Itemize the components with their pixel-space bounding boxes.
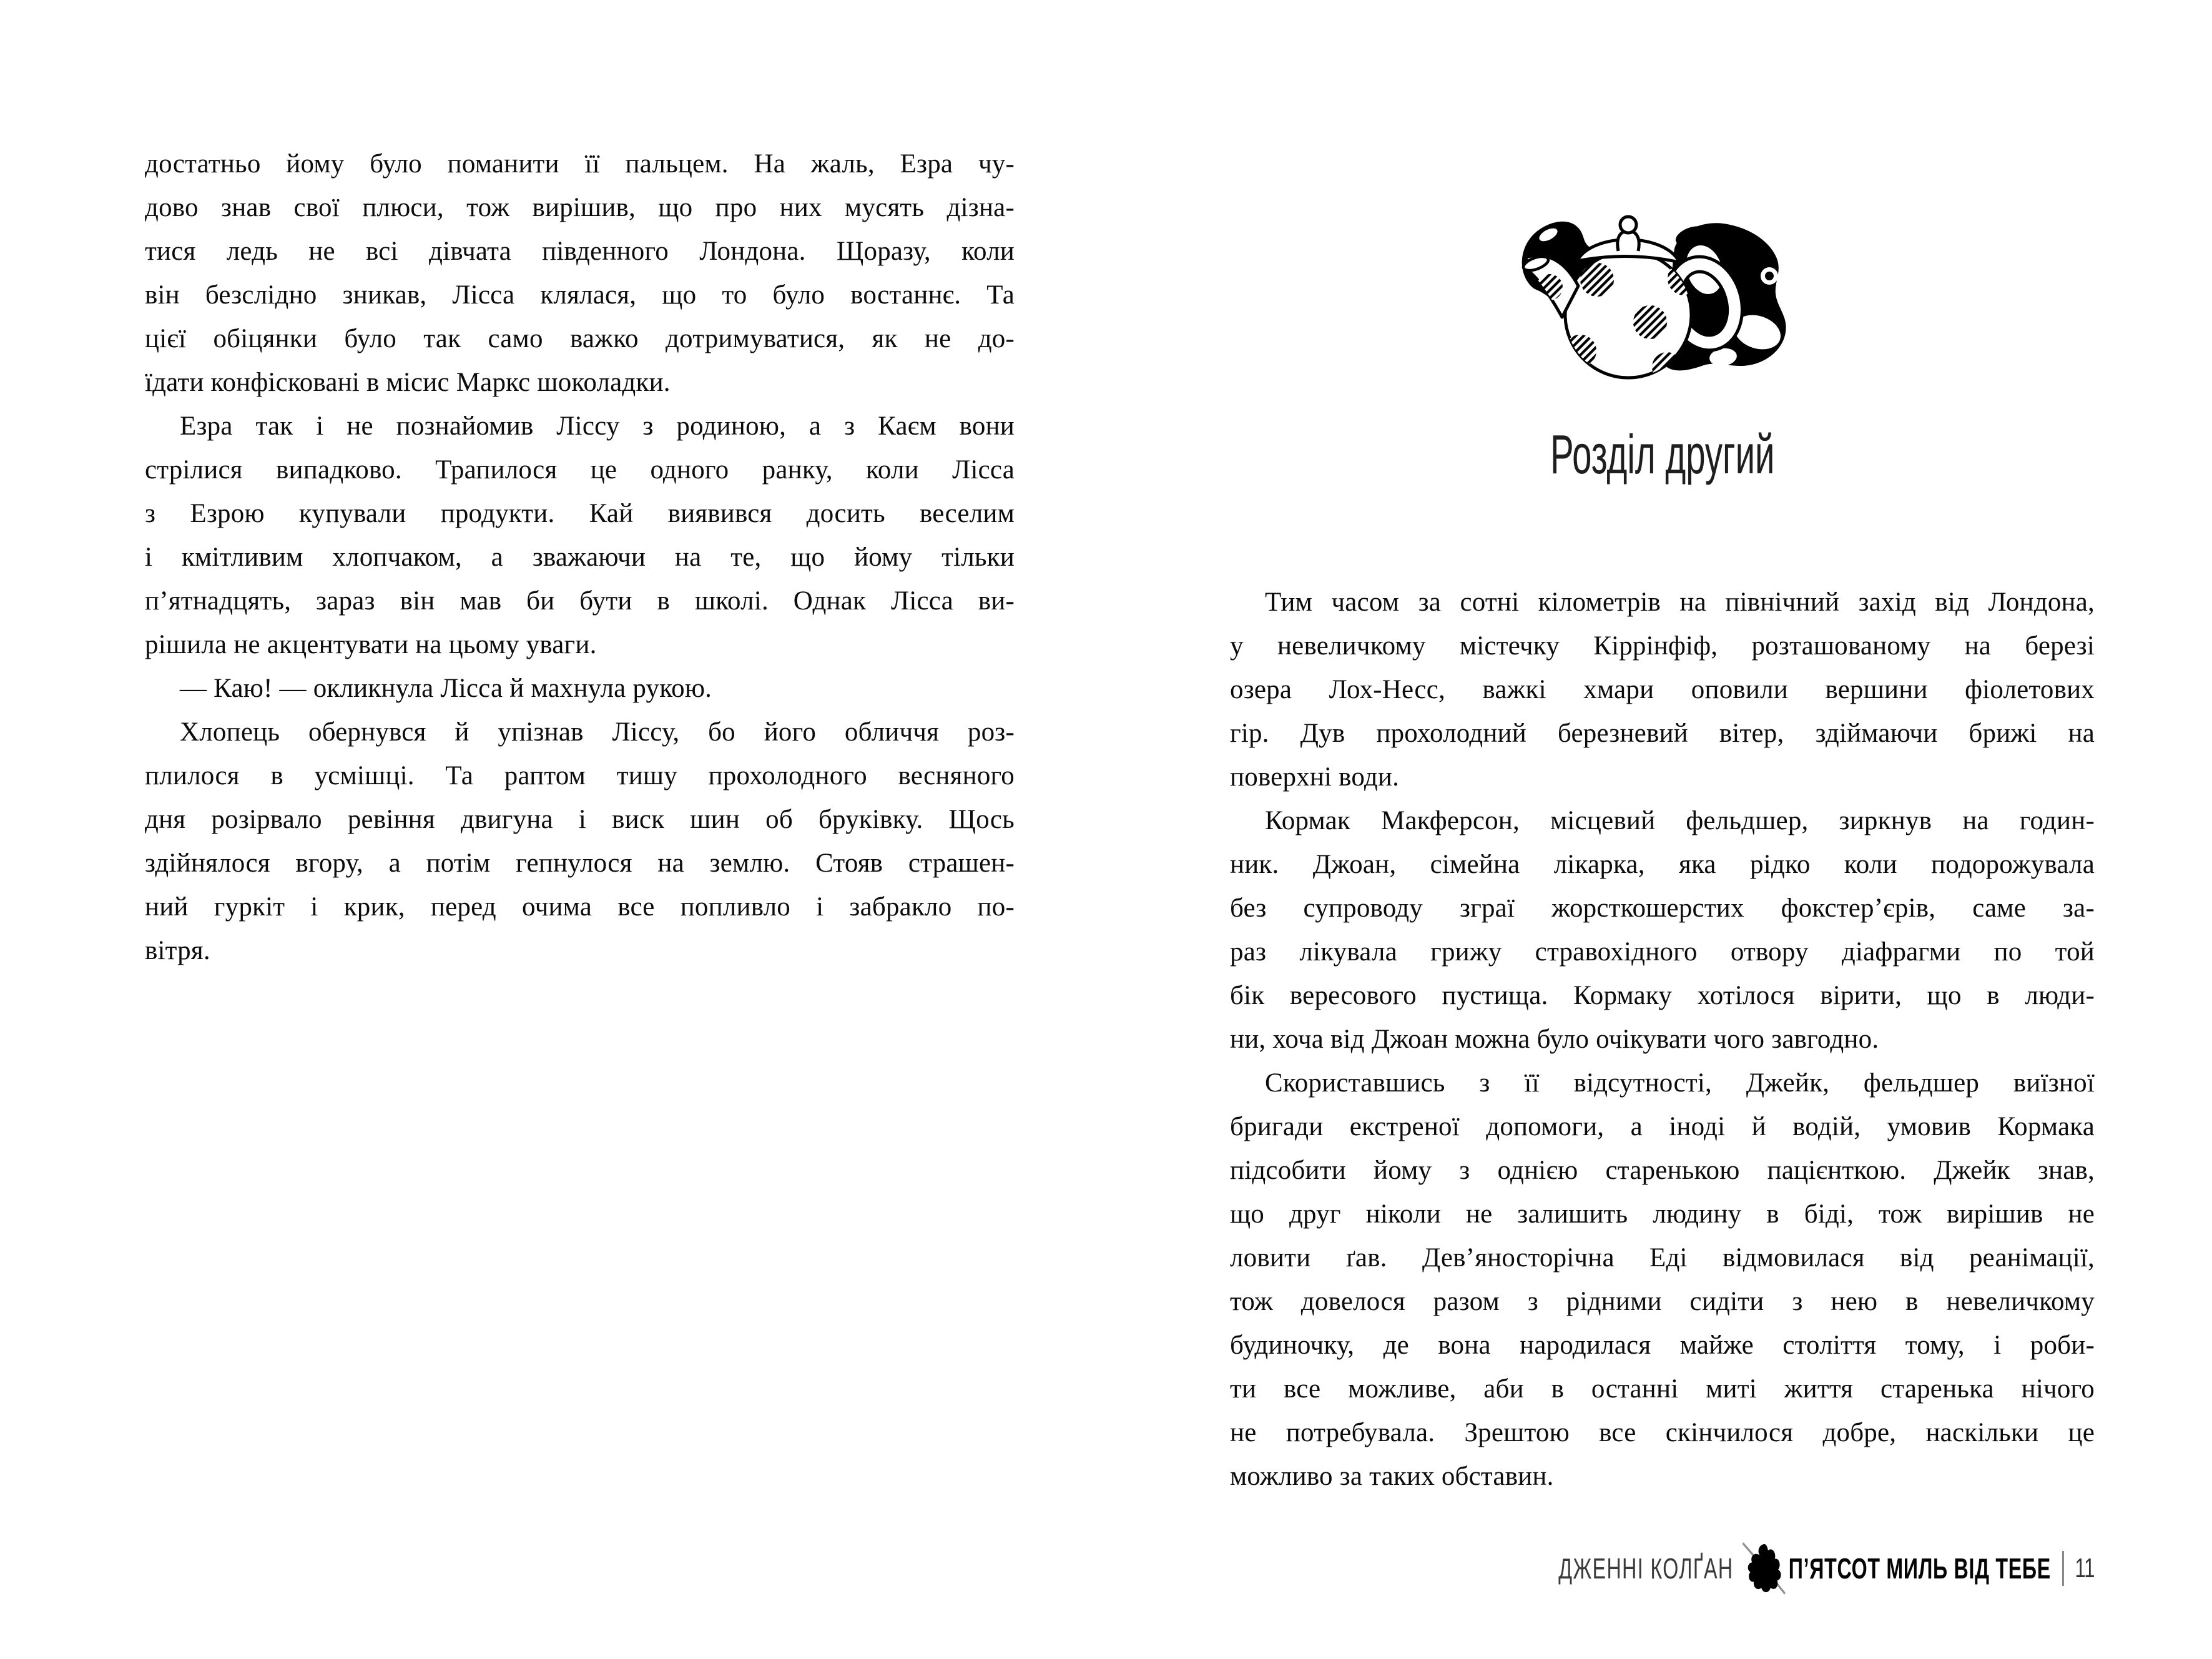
text-line: їдати конфісковані в місис Маркс шоколадки. bbox=[145, 368, 671, 397]
paragraph bbox=[145, 142, 1015, 405]
text-line: достатньо йому було поманити її пальцем. На жаль, Езра чу- bbox=[145, 149, 1015, 179]
text-line: ти все можливе, аби в останні миті життя старенька нічого bbox=[1230, 1374, 2095, 1404]
text-line: ник. Джоан, сімейна лікарка, яка рідко коли подорожувала bbox=[1230, 850, 2095, 879]
chapter-title-text: Розділ другий bbox=[1550, 423, 1775, 485]
left-text-column bbox=[145, 142, 1015, 973]
right-text-column bbox=[1230, 581, 2095, 1499]
text-line: Кормак Макферсон, місцевий фельдшер, зиркнув на годин- bbox=[1265, 806, 2095, 835]
text-line: бік вересового пустища. Кормаку хотілося вірити, що в люди- bbox=[1230, 981, 2095, 1010]
text-line: тож довелося разом з рідними сидіти з нею в невеличкому bbox=[1230, 1287, 2095, 1316]
text-line: ловити ґав. Дев’яносторічна Еді відмовилася від реанімації, bbox=[1230, 1243, 2095, 1273]
text-line: можливо за таких обставин. bbox=[1230, 1462, 1554, 1491]
text-line: озера Лох-Несс, важкі хмари оповили вершини фіолетових bbox=[1230, 675, 2095, 704]
text-line: дово знав свої плюси, тож вирішив, що про них мусять дізна- bbox=[145, 193, 1015, 222]
ink-dot bbox=[1765, 272, 1774, 280]
text-line: поверхні води. bbox=[1230, 762, 1400, 792]
text-line: здійнялося вгору, а потім гепнулося на землю. Стояв страшен- bbox=[145, 849, 1015, 878]
text-line: дня розірвало ревіння двигуна і виск шин об бруківку. Щось bbox=[145, 805, 1015, 834]
paragraph bbox=[1230, 581, 2095, 799]
page-footer bbox=[1558, 1540, 2095, 1597]
text-line: підсобити йому з однією старенькою пацієнткою. Джейк знав, bbox=[1230, 1156, 2095, 1185]
paragraph bbox=[145, 667, 1015, 711]
lid-knob bbox=[1620, 217, 1636, 233]
text-line: і кмітливим хлопчаком, а зважаючи на те, що йому тільки bbox=[145, 543, 1015, 572]
text-line: раз лікувала грижу стравохідного отвору діафрагми по той bbox=[1230, 937, 2095, 967]
text-line: він безслідно зникав, Лісса клялася, що то було востаннє. Та bbox=[145, 280, 1015, 310]
oak-leaf-icon bbox=[1740, 1540, 1786, 1597]
teapot-illustration bbox=[1517, 210, 1789, 392]
text-line: ни, хоча від Джоан можна було очікувати чого завгодно. bbox=[1230, 1025, 1879, 1054]
text-line: що друг ніколи не залишить людину в біді, тож вирішив не bbox=[1230, 1199, 2095, 1229]
text-line: рішила не акцентувати на цьому уваги. bbox=[145, 630, 597, 659]
text-line: стрілися випадково. Трапилося це одного ранку, коли Лісса bbox=[145, 455, 1015, 485]
text-line: гір. Дув прохолодний березневий вітер, здіймаючи брижі на bbox=[1230, 719, 2095, 748]
text-line: — Каю! — окликнула Лісса й махнула рукою. bbox=[180, 674, 712, 703]
page-number: 11 bbox=[2075, 1553, 2095, 1583]
footer-divider bbox=[2062, 1551, 2063, 1586]
teapot-splash-graphic bbox=[1517, 210, 1789, 392]
paragraph bbox=[145, 711, 1015, 973]
text-line: Тим часом за сотні кілометрів на північний захід від Лондона, bbox=[1265, 588, 2095, 617]
text-line: у невеличкому містечку Кіррінфіф, розташованому на березі bbox=[1230, 631, 2095, 661]
text-line: ний гуркіт і крик, перед очима все попливло і забракло по- bbox=[145, 892, 1015, 922]
text-line: цієї обіцянки було так само важко дотримуватися, як не до- bbox=[145, 324, 1015, 353]
footer-author: ДЖЕННІ КОЛҐАН bbox=[1558, 1552, 1734, 1585]
text-line: без супроводу зграї жорсткошерстих фокстер’єрів, саме за- bbox=[1230, 893, 2095, 923]
text-line: плилося в усмішці. Та раптом тишу прохолодного весняного bbox=[145, 761, 1015, 790]
text-line: п’ятнадцять, зараз він мав би бути в школі. Однак Лісса ви- bbox=[145, 586, 1015, 616]
text-line: Езра так і не познайомив Ліссу з родиною, а з Каєм вони bbox=[180, 411, 1015, 441]
text-line: будиночку, де вона народилася майже століття тому, і роби- bbox=[1230, 1331, 2095, 1360]
chapter-title bbox=[1230, 423, 2095, 492]
text-line: не потребувала. Зрештою все скінчилося добре, наскільки це bbox=[1230, 1418, 2095, 1447]
text-line: вітря. bbox=[145, 936, 210, 965]
paragraph bbox=[1230, 1061, 2095, 1499]
paragraph bbox=[145, 405, 1015, 667]
text-line: Хлопець обернувся й упізнав Ліссу, бо його обличчя роз- bbox=[180, 717, 1015, 747]
footer-book-title: П’ЯТСОТ МИЛЬ ВІД ТЕБЕ bbox=[1788, 1552, 2051, 1585]
text-line: з Езрою купували продукти. Кай виявився досить веселим bbox=[145, 499, 1015, 528]
paragraph bbox=[1230, 799, 2095, 1061]
text-line: тися ледь не всі дівчата південного Лондона. Щоразу, коли bbox=[145, 237, 1015, 266]
text-line: Скориставшись з її відсутності, Джейк, фельдшер виїзної bbox=[1265, 1068, 2095, 1098]
text-line: бригади екстреної допомоги, а іноді й водій, умовив Кормака bbox=[1230, 1112, 2095, 1141]
